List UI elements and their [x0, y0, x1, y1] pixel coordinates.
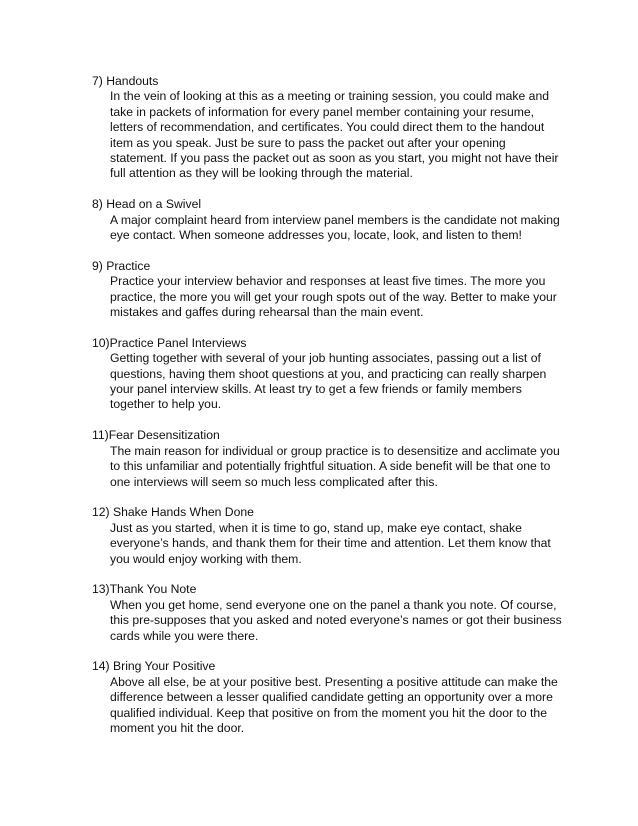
item-body: When you get home, send everyone one on the panel a thank you note. Of course, this pre-supposes that you asked and noted everyone’s names or got their business cards while you were there.: [110, 597, 562, 643]
item-body: Practice your interview behavior and responses at least five times. The more you practice, the more you will get your rough spots out of the way. Better to make your mistakes and gaffes during rehearsal than the main event.: [110, 274, 557, 320]
list-item-thank-you-note: [92, 582, 562, 644]
list-item-head-on-a-swivel: [92, 197, 562, 243]
item-heading: 9) Practice: [92, 258, 151, 273]
item-heading: 12) Shake Hands When Done: [92, 505, 254, 520]
list-item-fear-desensitization: [92, 428, 562, 490]
item-body: In the vein of looking at this as a meeting or training session, you could make and take in packets of information for every panel member containing your resume, letters of recommendation, and certificates. You could direct them to the handout item as you speak. Just be sure to pass the packet out after your opening statement. If you pass the packet out as soon as you start, you might not have their full attention as they will be looking through the material.: [110, 89, 559, 181]
item-body: A major complaint heard from interview panel members is the candidate not making eye contact. When someone addresses you, locate, look, and listen to them!: [110, 212, 560, 243]
list-item-handouts: [92, 74, 562, 182]
list-item-practice: [92, 259, 562, 321]
item-body: Above all else, be at your positive best. Presenting a positive attitude can make the difference between a lesser qualified candidate getting an opportunity over a more qualified individual. Keep that positive on from the moment you hit the door to the moment you hit the door.: [110, 674, 558, 735]
item-heading: 11)Fear Desensitization: [92, 428, 220, 443]
item-heading: 7) Handouts: [92, 74, 159, 88]
item-body: The main reason for individual or group practice is to desensitize and acclimate you to this unfamiliar and potentially frightful situation. A side benefit will be that one to one interviews will seem so much less complicated after this.: [110, 443, 560, 489]
list-item-practice-panel-interviews: [92, 336, 562, 413]
item-heading: 8) Head on a Swivel: [92, 197, 202, 212]
item-body: Getting together with several of your job hunting associates, passing out a list of questions, having them shoot questions at you, and practicing can really sharpen your panel interview skills. At least try to get a few friends or family members together to help you.: [110, 351, 547, 412]
item-heading: 10)Practice Panel Interviews: [92, 335, 247, 350]
list-item-bring-your-positive: [92, 659, 562, 736]
item-body: Just as you started, when it is time to go, stand up, make eye contact, shake everyone’s hands, and thank them for their time and attention. Let them know that you would enjoy working with them.: [110, 520, 551, 566]
item-heading: 13)Thank You Note: [92, 582, 197, 597]
tips-list: [92, 74, 562, 752]
item-heading: 14) Bring Your Positive: [92, 659, 216, 674]
list-item-shake-hands: [92, 505, 562, 567]
